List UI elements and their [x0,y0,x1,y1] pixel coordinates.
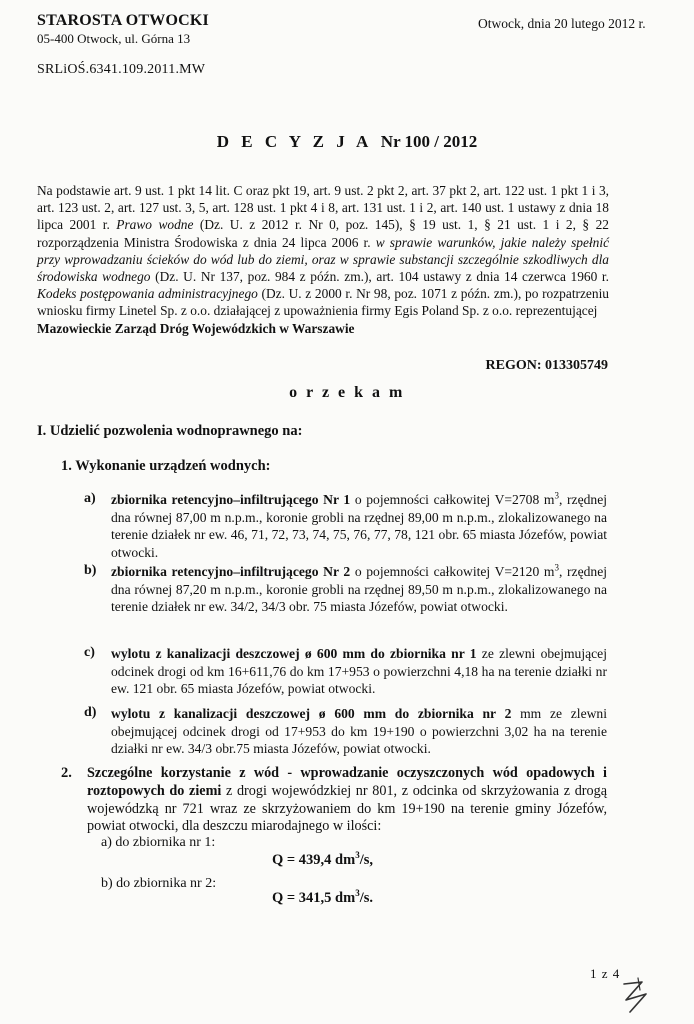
outflow-b-value [272,890,373,907]
document-title [0,132,694,152]
intro-text-4: (Dz. U. z 2000 r. Nr 98, poz. 1071 z późn. zm.), po rozpatrzeniu wniosku firmy Linetel Sp. z o.o. działającej z upoważnienia firmy Egis Poland Sp. z o.o. reprezentującej [37,286,609,319]
section-2-label: 2. [61,765,72,781]
bleed-through-text [300,70,303,86]
regon-number: REGON: 013305749 [485,358,608,373]
outflow-a-label: a) do zbiornika nr 1: [101,835,216,850]
section-1-heading: I. Udzielić pozwolenia wodnoprawnego na: [37,423,303,439]
outflow-a-unit: /s, [359,852,373,868]
outflow-b-q: Q = 341,5 dm [272,890,356,906]
item-d-title: wylotu z kanalizacji deszczowej ø 600 mm do zbiornika nr 2 [111,706,512,721]
item-a-text-2: , rzędnej dna równej 87,00 m n.p.m., koronie grobli na rzędnej 89,00 m n.p.m., zlokalizowanego na terenie działek nr ew. 46, 71, 72, 73, 74, 75, 76, 77, 78, 121 obr. 65 miasta Józefów, powiat otwocki. [111,492,608,560]
case-reference: SRLiOŚ.6341.109.2011.MW [37,62,206,77]
outflow-a-value [272,852,373,869]
section-2-body [87,765,607,836]
item-b-title: zbiornika retencyjno–infiltrującego Nr 2 [111,564,351,579]
outflow-b-unit: /s. [359,890,373,906]
item-c [111,645,607,698]
legal-basis-paragraph [37,182,609,337]
ruling-heading: o r z e k a m [289,384,405,401]
item-a-sup: 3 [554,490,559,501]
item-b [111,563,607,616]
outflow-b-sup: 3 [355,888,360,899]
intro-italic-regulation: w sprawie warunków, jakie należy spełnić przy wprowadzaniu ścieków do wód lub do ziemi, oraz w sprawie substancji szczególnie szkodliwych dla środowiska wodnego [37,234,610,285]
item-b-text: o pojemności całkowitej V=2120 m [350,564,555,579]
intro-text-3: (Dz. U. Nr 137, poz. 984 z późn. zm.), art. 104 ustawy z dnia 14 czerwca 1960 r. [150,269,609,285]
applicant-name: Mazowieckie Zarząd Dróg Wojewódzkich w Warszawie [37,320,355,336]
item-d-label: d) [84,705,97,720]
item-a-title: zbiornika retencyjno–infiltrującego Nr 1 [111,492,351,507]
item-a-text: o pojemności całkowitej V=2708 m [350,492,555,507]
page-number: 1 z 4 [590,966,621,981]
item-b-label: b) [84,563,97,578]
item-a [111,491,607,561]
title-number: Nr 100 / 2012 [380,132,478,151]
item-d [111,705,607,758]
outflow-a-q: Q = 439,4 dm [272,852,356,868]
outflow-a-sup: 3 [355,850,360,861]
outflow-b-label: b) do zbiornika nr 2: [101,876,217,891]
document-date: Otwock, dnia 20 lutego 2012 r. [478,16,646,31]
section-2-title: Szczególne korzystanie z wód - wprowadzanie oczyszczonych wód opadowych i roztopowych do ziemi [87,765,607,799]
item-b-text-2: , rzędnej dna równej 87,20 m n.p.m., koronie grobli na rzędnej 89,50 m n.p.m., zlokalizowanego na terenie działek nr ew. 34/2, 34/3 obr. 75 miasta Józefów, powiat otwocki. [111,564,608,614]
issuer-name: STAROSTA OTWOCKI [37,12,209,29]
intro-text-2: (Dz. U. z 2012 r. Nr 0, poz. 145), § 19 ust. 1, § 21 ust. 1 i 2, § 22 rozporządzenia Ministra Środowiska z dnia 24 lipca 2006 r. [37,217,609,250]
item-c-text: ze zlewni obejmującej odcinek drogi od km 16+611,76 do km 17+953 o powierzchni 4,18 ha na terenie działki nr ew. 121 obr. 65 miasta Józefów, powiat otwocki. [111,646,607,696]
item-d-text: mm ze zlewni obejmującej odcinek drogi od 17+953 do km 19+190 o powierzchni 3,02 ha na terenie działki nr ew. 34/3 obr.75 miasta Józefów, powiat otwocki. [111,706,607,756]
section-2-text: z drogi wojewódzkiej nr 801, z odcinka od skrzyżowania z drogą wojewódzką nr 721 wraz ze skrzyżowaniem do km 19+190 na terenie gminy Józefów, powiat otwocki, dla deszczu miarodajnego w ilości: [87,782,608,835]
item-c-label: c) [84,645,95,660]
title-word: D E C Y Z J A [216,132,373,151]
item-a-label: a) [84,491,96,506]
handwritten-initials-mark [616,970,660,1014]
intro-italic-law: Prawo wodne [116,217,194,233]
item-b-sup: 3 [554,562,559,573]
intro-text-1: Na podstawie art. 9 ust. 1 pkt 14 lit. C oraz pkt 19, art. 9 ust. 2 pkt 2, art. 37 pkt 2, art. 122 ust. 1 pkt 1 i 3, art. 123 ust. 2, art. 127 ust. 3, 5, art. 128 ust. 1 pkt 4 i 8, art. 131 ust. 1 i 2, art. 140 ust. 1 ustawy z dnia 18 lipca 2001 r. [37,183,609,233]
header-block [37,12,209,48]
intro-italic-code: Kodeks postępowania administracyjnego [37,286,258,302]
section-1-1-heading: 1. Wykonanie urządzeń wodnych: [61,458,271,474]
issuer-address: 05-400 Otwock, ul. Górna 13 [37,31,191,46]
item-c-title: wylotu z kanalizacji deszczowej ø 600 mm do zbiornika nr 1 [111,646,477,661]
